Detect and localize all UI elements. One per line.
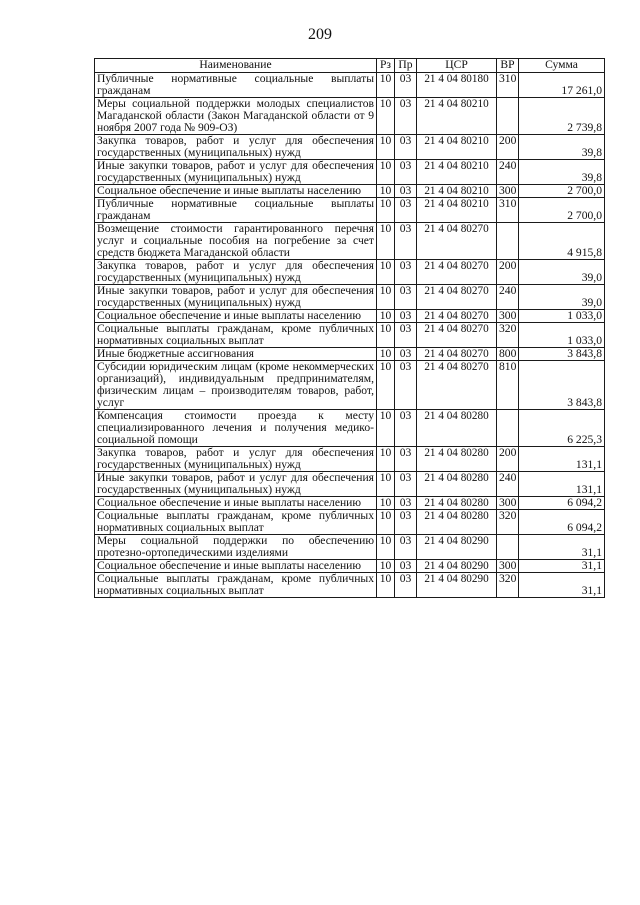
table-header-row xyxy=(95,59,605,73)
row-sum: 3 843,8 xyxy=(519,348,605,361)
row-vr: 320 xyxy=(497,573,519,598)
row-csr: 21 4 04 80210 xyxy=(417,160,497,185)
row-csr: 21 4 04 80210 xyxy=(417,198,497,223)
table-row xyxy=(95,348,605,361)
row-pr: 03 xyxy=(395,510,417,535)
row-vr: 200 xyxy=(497,260,519,285)
row-rz: 10 xyxy=(377,472,395,497)
row-vr: 240 xyxy=(497,160,519,185)
row-csr: 21 4 04 80180 xyxy=(417,73,497,98)
row-pr: 03 xyxy=(395,573,417,598)
row-pr: 03 xyxy=(395,535,417,560)
row-sum: 3 843,8 xyxy=(519,361,605,410)
table-row xyxy=(95,497,605,510)
row-vr: 310 xyxy=(497,198,519,223)
row-rz: 10 xyxy=(377,310,395,323)
table-row xyxy=(95,160,605,185)
row-vr: 800 xyxy=(497,348,519,361)
row-rz: 10 xyxy=(377,198,395,223)
row-sum: 31,1 xyxy=(519,560,605,573)
table-row xyxy=(95,535,605,560)
row-name: Публичные нормативные социальные выплаты гражданам xyxy=(95,198,377,223)
header-name: Наименование xyxy=(95,59,377,73)
row-rz: 10 xyxy=(377,510,395,535)
row-sum: 1 033,0 xyxy=(519,310,605,323)
row-name: Возмещение стоимости гарантированного перечня услуг и социальные пособия на погребение за счет средств бюджета Магаданской области xyxy=(95,223,377,260)
table-row xyxy=(95,361,605,410)
row-vr: 320 xyxy=(497,323,519,348)
row-csr: 21 4 04 80270 xyxy=(417,323,497,348)
row-name: Меры социальной поддержки молодых специалистов Магаданской области (Закон Магаданской области от 9 ноября 2007 года № 909-ОЗ) xyxy=(95,98,377,135)
row-rz: 10 xyxy=(377,160,395,185)
table-row xyxy=(95,510,605,535)
row-pr: 03 xyxy=(395,410,417,447)
row-name: Социальные выплаты гражданам, кроме публичных нормативных социальных выплат xyxy=(95,323,377,348)
row-vr xyxy=(497,223,519,260)
header-rz: Рз xyxy=(377,59,395,73)
row-vr: 200 xyxy=(497,135,519,160)
row-sum: 131,1 xyxy=(519,472,605,497)
table-row xyxy=(95,285,605,310)
row-sum: 4 915,8 xyxy=(519,223,605,260)
row-pr: 03 xyxy=(395,560,417,573)
row-rz: 10 xyxy=(377,323,395,348)
row-pr: 03 xyxy=(395,323,417,348)
row-vr: 300 xyxy=(497,497,519,510)
row-name: Социальное обеспечение и иные выплаты населению xyxy=(95,310,377,323)
row-rz: 10 xyxy=(377,285,395,310)
row-pr: 03 xyxy=(395,497,417,510)
table-row xyxy=(95,323,605,348)
row-name: Социальные выплаты гражданам, кроме публичных нормативных социальных выплат xyxy=(95,573,377,598)
row-pr: 03 xyxy=(395,260,417,285)
row-sum: 2 700,0 xyxy=(519,185,605,198)
row-csr: 21 4 04 80290 xyxy=(417,560,497,573)
table-row xyxy=(95,135,605,160)
row-pr: 03 xyxy=(395,185,417,198)
row-pr: 03 xyxy=(395,135,417,160)
row-vr xyxy=(497,535,519,560)
row-csr: 21 4 04 80270 xyxy=(417,285,497,310)
row-rz: 10 xyxy=(377,560,395,573)
row-sum: 131,1 xyxy=(519,447,605,472)
table-row xyxy=(95,260,605,285)
table-row xyxy=(95,223,605,260)
row-csr: 21 4 04 80270 xyxy=(417,260,497,285)
row-rz: 10 xyxy=(377,410,395,447)
row-rz: 10 xyxy=(377,185,395,198)
row-sum: 1 033,0 xyxy=(519,323,605,348)
table-row xyxy=(95,185,605,198)
row-rz: 10 xyxy=(377,73,395,98)
table-row xyxy=(95,447,605,472)
row-name: Субсидии юридическим лицам (кроме некоммерческих организаций), индивидуальным предпринимателям, физическим лицам – производителям товаров, работ, услуг xyxy=(95,361,377,410)
row-vr: 240 xyxy=(497,285,519,310)
row-vr: 300 xyxy=(497,310,519,323)
table-row xyxy=(95,98,605,135)
row-pr: 03 xyxy=(395,73,417,98)
row-csr: 21 4 04 80270 xyxy=(417,310,497,323)
row-sum: 31,1 xyxy=(519,573,605,598)
row-csr: 21 4 04 80290 xyxy=(417,573,497,598)
row-pr: 03 xyxy=(395,160,417,185)
row-vr: 240 xyxy=(497,472,519,497)
row-sum: 39,0 xyxy=(519,260,605,285)
row-name: Компенсация стоимости проезда к месту специализированного лечения и получения медико-социальной помощи xyxy=(95,410,377,447)
row-rz: 10 xyxy=(377,497,395,510)
row-pr: 03 xyxy=(395,223,417,260)
row-name: Иные закупки товаров, работ и услуг для обеспечения государственных (муниципальных) нужд xyxy=(95,472,377,497)
row-vr: 320 xyxy=(497,510,519,535)
row-csr: 21 4 04 80270 xyxy=(417,361,497,410)
row-rz: 10 xyxy=(377,573,395,598)
row-sum: 2 700,0 xyxy=(519,198,605,223)
row-csr: 21 4 04 80280 xyxy=(417,410,497,447)
row-rz: 10 xyxy=(377,535,395,560)
header-pr: Пр xyxy=(395,59,417,73)
row-sum: 2 739,8 xyxy=(519,98,605,135)
row-rz: 10 xyxy=(377,361,395,410)
table-row xyxy=(95,472,605,497)
row-sum: 39,8 xyxy=(519,160,605,185)
row-csr: 21 4 04 80270 xyxy=(417,223,497,260)
row-sum: 39,8 xyxy=(519,135,605,160)
row-pr: 03 xyxy=(395,198,417,223)
row-name: Социальное обеспечение и иные выплаты населению xyxy=(95,497,377,510)
row-rz: 10 xyxy=(377,447,395,472)
budget-table xyxy=(94,58,605,598)
row-sum: 17 261,0 xyxy=(519,73,605,98)
table-row xyxy=(95,560,605,573)
row-vr: 200 xyxy=(497,447,519,472)
header-vr: ВР xyxy=(497,59,519,73)
row-name: Меры социальной поддержки по обеспечению протезно-ортопедическими изделиями xyxy=(95,535,377,560)
row-name: Социальное обеспечение и иные выплаты населению xyxy=(95,560,377,573)
row-name: Публичные нормативные социальные выплаты гражданам xyxy=(95,73,377,98)
row-vr xyxy=(497,98,519,135)
row-pr: 03 xyxy=(395,98,417,135)
row-pr: 03 xyxy=(395,361,417,410)
row-name: Социальное обеспечение и иные выплаты населению xyxy=(95,185,377,198)
row-name: Закупка товаров, работ и услуг для обеспечения государственных (муниципальных) нужд xyxy=(95,260,377,285)
row-name: Иные закупки товаров, работ и услуг для обеспечения государственных (муниципальных) нужд xyxy=(95,160,377,185)
row-name: Закупка товаров, работ и услуг для обеспечения государственных (муниципальных) нужд xyxy=(95,447,377,472)
row-csr: 21 4 04 80280 xyxy=(417,447,497,472)
row-sum: 31,1 xyxy=(519,535,605,560)
row-rz: 10 xyxy=(377,260,395,285)
row-name: Социальные выплаты гражданам, кроме публичных нормативных социальных выплат xyxy=(95,510,377,535)
row-csr: 21 4 04 80210 xyxy=(417,185,497,198)
row-csr: 21 4 04 80280 xyxy=(417,472,497,497)
table-row xyxy=(95,198,605,223)
row-sum: 6 225,3 xyxy=(519,410,605,447)
row-rz: 10 xyxy=(377,135,395,160)
page-number: 209 xyxy=(308,26,332,43)
row-name: Закупка товаров, работ и услуг для обеспечения государственных (муниципальных) нужд xyxy=(95,135,377,160)
row-rz: 10 xyxy=(377,223,395,260)
row-csr: 21 4 04 80280 xyxy=(417,497,497,510)
row-pr: 03 xyxy=(395,472,417,497)
row-vr: 810 xyxy=(497,361,519,410)
row-vr: 300 xyxy=(497,185,519,198)
row-sum: 6 094,2 xyxy=(519,510,605,535)
table-row xyxy=(95,573,605,598)
row-rz: 10 xyxy=(377,348,395,361)
row-pr: 03 xyxy=(395,348,417,361)
row-vr: 310 xyxy=(497,73,519,98)
row-name: Иные бюджетные ассигнования xyxy=(95,348,377,361)
table-row xyxy=(95,73,605,98)
row-csr: 21 4 04 80280 xyxy=(417,510,497,535)
table-row xyxy=(95,310,605,323)
header-sum: Сумма xyxy=(519,59,605,73)
row-pr: 03 xyxy=(395,310,417,323)
table-row xyxy=(95,410,605,447)
row-pr: 03 xyxy=(395,447,417,472)
row-sum: 6 094,2 xyxy=(519,497,605,510)
header-csr: ЦСР xyxy=(417,59,497,73)
row-csr: 21 4 04 80290 xyxy=(417,535,497,560)
row-pr: 03 xyxy=(395,285,417,310)
table-body xyxy=(95,73,605,598)
row-vr: 300 xyxy=(497,560,519,573)
row-name: Иные закупки товаров, работ и услуг для обеспечения государственных (муниципальных) нужд xyxy=(95,285,377,310)
row-csr: 21 4 04 80210 xyxy=(417,135,497,160)
row-csr: 21 4 04 80210 xyxy=(417,98,497,135)
row-csr: 21 4 04 80270 xyxy=(417,348,497,361)
row-rz: 10 xyxy=(377,98,395,135)
row-vr xyxy=(497,410,519,447)
row-sum: 39,0 xyxy=(519,285,605,310)
